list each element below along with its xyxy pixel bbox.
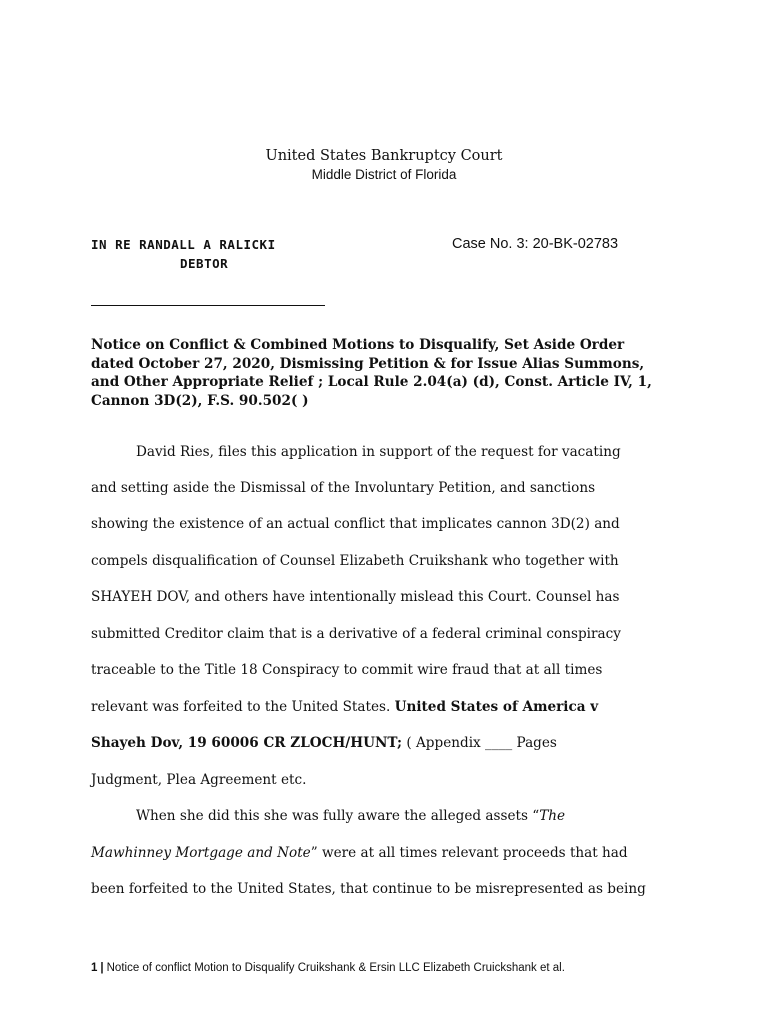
body-line: and setting aside the Dismissal of the Involuntary Petition, and sanctions bbox=[91, 480, 596, 496]
body-line: SHAYEH DOV, and others have intentionally mislead this Court. Counsel has bbox=[91, 589, 620, 605]
body-line bbox=[91, 735, 557, 751]
body-line: showing the existence of an actual conflict that implicates cannon 3D(2) and bbox=[91, 516, 620, 532]
asset-name: The bbox=[539, 808, 566, 824]
body-text: ” were at all times relevant proceeds that had bbox=[310, 845, 628, 861]
title-line: and Other Appropriate Relief ; Local Rule 2.04(a) (d), Const. Article IV, 1, bbox=[91, 374, 652, 390]
body-text: relevant was forfeited to the United States. bbox=[91, 699, 395, 715]
case-caption-in-re: IN RE RANDALL A RALICKI bbox=[91, 237, 276, 252]
body-line: David Ries, files this application in support of the request for vacating bbox=[136, 444, 621, 460]
body-line: been forfeited to the United States, that continue to be misrepresented as being bbox=[91, 881, 646, 897]
case-citation: Shayeh Dov, 19 60006 CR ZLOCH/HUNT; bbox=[91, 735, 403, 751]
district-name: Middle District of Florida bbox=[311, 167, 457, 182]
case-citation: United States of America v bbox=[394, 699, 599, 715]
document-title bbox=[91, 336, 691, 410]
title-line: dated October 27, 2020, Dismissing Petition & for Issue Alias Summons, bbox=[91, 355, 645, 372]
title-line: Notice on Conflict & Combined Motions to Disqualify, Set Aside Order bbox=[91, 337, 625, 353]
page-footer bbox=[91, 962, 565, 974]
body-line bbox=[91, 699, 598, 715]
caption-divider bbox=[91, 305, 325, 306]
body-text: ( Appendix ____ Pages bbox=[402, 735, 557, 751]
court-name: United States Bankruptcy Court bbox=[265, 148, 503, 164]
case-number: Case No. 3: 20-BK-02783 bbox=[452, 236, 619, 252]
body-line bbox=[136, 808, 565, 824]
body-line: compels disqualification of Counsel Elizabeth Cruikshank who together with bbox=[91, 553, 619, 569]
body-line bbox=[91, 845, 628, 861]
page-number: 1 bbox=[91, 962, 98, 974]
body-line: submitted Creditor claim that is a derivative of a federal criminal conspiracy bbox=[91, 626, 621, 642]
body-line: Judgment, Plea Agreement etc. bbox=[91, 772, 307, 788]
asset-name: Mawhinney Mortgage and Note bbox=[91, 845, 311, 861]
footer-text: Notice of conflict Motion to Disqualify Cruikshank & Ersin LLC Elizabeth Cruickshank et al. bbox=[106, 962, 565, 974]
title-line: Cannon 3D(2), F.S. 90.502( ) bbox=[91, 392, 309, 409]
case-caption-debtor: DEBTOR bbox=[180, 256, 229, 271]
body-line: traceable to the Title 18 Conspiracy to commit wire fraud that at all times bbox=[91, 662, 603, 678]
footer-separator: | bbox=[100, 962, 104, 974]
body-text: When she did this she was fully aware the alleged assets “ bbox=[136, 808, 540, 824]
